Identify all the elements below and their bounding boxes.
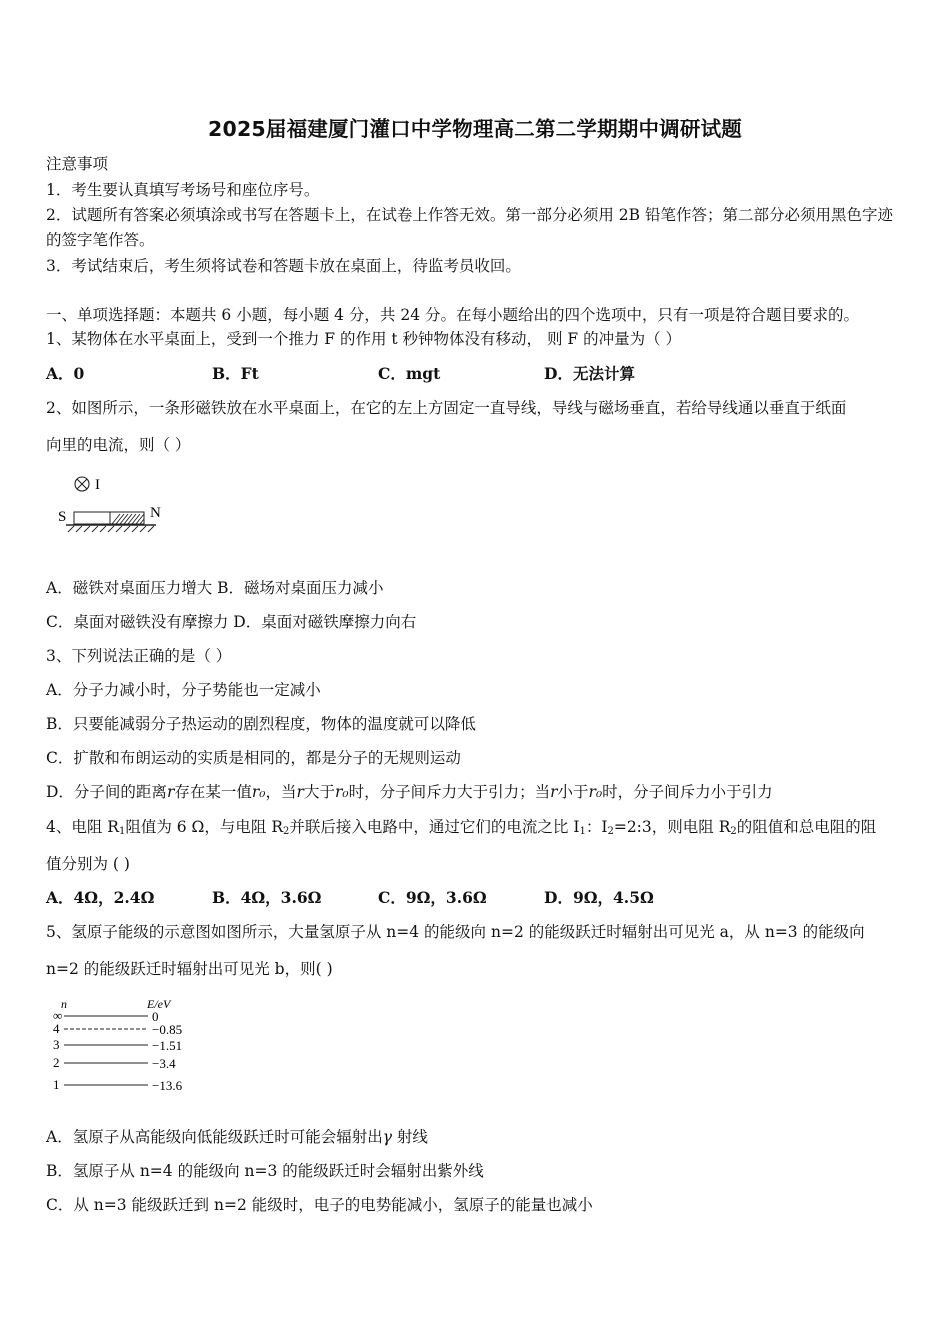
level-n-label: 1 [53,1077,60,1092]
level-energy-label: −0.85 [152,1022,183,1037]
q4-option-c: C．9Ω，3.6Ω [378,888,487,907]
level-n-label: 2 [53,1055,60,1070]
q2-options-row2: C．桌面对磁铁没有摩擦力 D．桌面对磁铁摩擦力向右 [46,613,417,631]
q4-stem-line2: 值分别为 ( ) [46,855,130,873]
q1-option-b: B．Ft [212,364,259,383]
notice-item-2: 2．试题所有答案必须填涂或书写在答题卡上，在试卷上作答无效。第一部分必须用 2B 铅笔作答；第二部分必须用黑色字迹的签字笔作答。 [46,206,893,249]
q5-option-b: B．氢原子从 n=4 的能级向 n=3 的能级跃迁时会辐射出紫外线 [46,1162,484,1180]
page-title: 2025届福建厦门灌口中学物理高二第二学期期中调研试题 [208,117,742,141]
q3-option-d: D．分子间的距离r存在某一值r₀，当r大于r₀时，分子间斥力大于引力；当r小于r₀时，分子间斥力小于引力 [46,783,773,801]
q5-option-a: A．氢原子从高能级向低能级跃迁时可能会辐射出γ 射线 [46,1128,428,1146]
q4-option-d: D．9Ω，4.5Ω [544,888,654,907]
magnet-pole-s: S [58,509,67,525]
q2-stem-line1: 2、如图所示，一条形磁铁放在水平桌面上，在它的左上方固定一直导线，导线与磁场垂直，若给导线通以垂直于纸面 [46,399,847,417]
q4-option-b: B．4Ω，3.6Ω [212,888,322,907]
q4-stem-line1: 4、电阻 $R_1$阻值为 6 Ω，与电阻 $R_2$并联后接入电路中，通过它们的电流之比 $I_1$：$I_2=2:3$，则电阻 $R_2$的阻值和总电阻的阻 [46,818,877,837]
level-energy-label: −13.6 [152,1078,183,1093]
magnet-wire-figure [52,470,172,540]
q3-stem: 3、下列说法正确的是（ ） [46,647,232,665]
q5-stem-line1: 5、氢原子能级的示意图如图所示，大量氢原子从 n=4 的能级向 n=2 的能级跃迁时辐射出可见光 a，从 n=3 的能级向 [46,923,865,941]
q2-stem-line2: 向里的电流，则（ ） [46,436,191,454]
q2-options-row1: A．磁铁对桌面压力增大 B．磁场对桌面压力减小 [46,579,384,597]
wire-cross-icon [75,477,89,491]
q1-option-d: D．无法计算 [544,364,635,383]
magnet-pole-n: N [150,505,161,521]
q4-options [46,886,654,908]
q5-stem-line2: n=2 的能级跃迁时辐射出可见光 b，则( ) [46,960,333,978]
q3-option-a: A．分子力减小时，分子势能也一定减小 [46,681,321,699]
level-n-label: 4 [53,1021,60,1036]
section-heading: 一、单项选择题：本题共 6 小题，每小题 4 分，共 24 分。在每小题给出的四个选项中，只有一项是符合题目要求的。 [46,306,860,324]
q4-option-a: A．4Ω，2.4Ω [46,888,155,907]
q1-option-a: A．0 [46,364,85,383]
level-energy-label: −1.51 [152,1038,183,1053]
notice-heading: 注意事项 [46,155,109,173]
q5-option-c: C．从 n=3 能级跃迁到 n=2 能级时，电子的电势能减小，氢原子的能量也减小 [46,1196,593,1214]
table-surface [66,525,156,532]
energy-level-diagram [50,994,200,1098]
notice-item-1: 1．考生要认真填写考场号和座位序号。 [46,181,320,199]
q3-option-c: C．扩散和布朗运动的实质是相同的，都是分子的无规则运动 [46,749,461,767]
diagram-energy-label: E/eV [147,997,171,1011]
q3-option-b: B．只要能减弱分子热运动的剧烈程度，物体的温度就可以降低 [46,715,476,733]
q1-options [46,362,635,384]
level-n-label: 3 [53,1037,60,1052]
notice-item-3: 3．考试结束后，考生须将试卷和答题卡放在桌面上，待监考员收回。 [46,257,521,275]
level-energy-label: 0 [152,1009,159,1024]
level-n-label: ∞ [53,1008,63,1023]
wire-current-label: I [95,477,100,493]
diagram-n-label: n [61,997,67,1011]
q1-option-c: C．mgt [378,364,441,383]
bar-magnet [74,512,144,524]
level-energy-label: −3.4 [152,1056,176,1071]
q1-stem: 1、某物体在水平桌面上，受到一个推力 F 的作用 t 秒钟物体没有移动， 则 F 的冲量为（ ） [46,330,682,348]
